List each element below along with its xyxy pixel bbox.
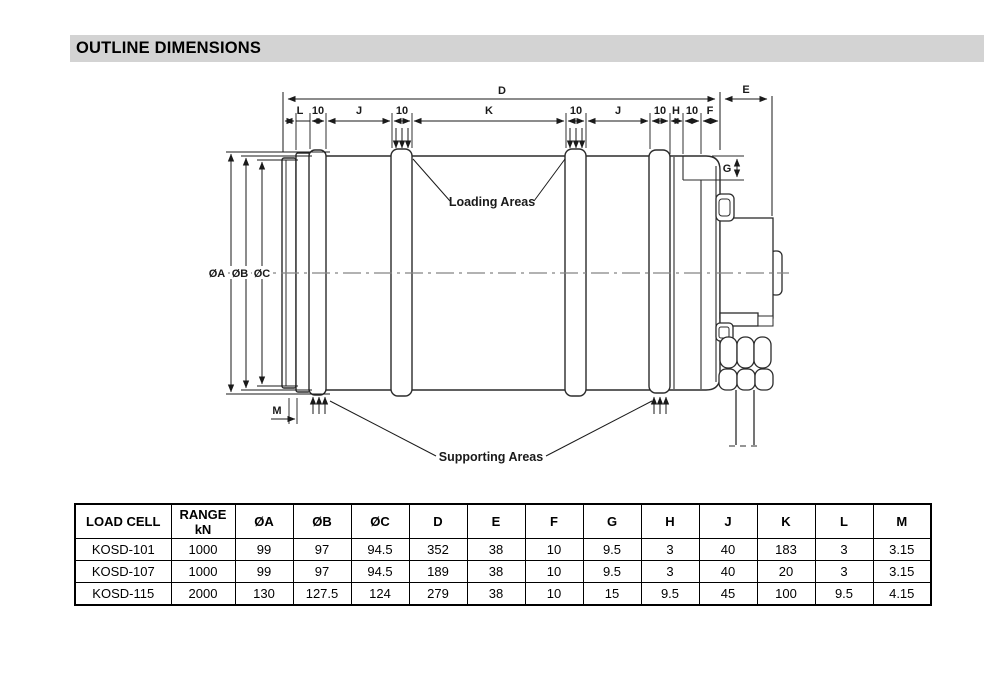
table-cell: KOSD-115 xyxy=(75,583,171,606)
table-cell: KOSD-107 xyxy=(75,561,171,583)
table-cell: 352 xyxy=(409,539,467,561)
table-cell: 38 xyxy=(467,539,525,561)
segment-label-10d: 10 xyxy=(653,105,667,117)
dia-label-b: ØB xyxy=(231,268,249,280)
segment-label-l: L xyxy=(296,105,304,117)
housing-box xyxy=(720,218,773,318)
table-cell: 1000 xyxy=(171,561,235,583)
table-cell: 38 xyxy=(467,561,525,583)
extension-lines xyxy=(296,113,701,154)
table-cell: 1000 xyxy=(171,539,235,561)
table-cell: 2000 xyxy=(171,583,235,606)
table-cell: 94.5 xyxy=(351,539,409,561)
table-header-cell: M xyxy=(873,504,931,539)
table-row xyxy=(75,539,931,561)
table-cell: 97 xyxy=(293,561,351,583)
table-header-cell: ØC xyxy=(351,504,409,539)
table-cell: 279 xyxy=(409,583,467,606)
cable-gland-nut-lower xyxy=(719,369,773,390)
table-header-cell: G xyxy=(583,504,641,539)
table-cell: 189 xyxy=(409,561,467,583)
table-header-cell: F xyxy=(525,504,583,539)
table-cell: 99 xyxy=(235,561,293,583)
table-cell: 38 xyxy=(467,583,525,606)
table-cell: 3 xyxy=(641,539,699,561)
table-cell: 3 xyxy=(815,539,873,561)
table-cell: 127.5 xyxy=(293,583,351,606)
dim-label-g: G xyxy=(722,163,732,175)
table-cell: 9.5 xyxy=(641,583,699,606)
table-cell: 3 xyxy=(815,561,873,583)
table-row xyxy=(75,583,931,606)
dim-label-e: E xyxy=(742,84,750,96)
dim-label-d: D xyxy=(498,85,506,97)
dia-label-a: ØA xyxy=(208,268,226,280)
table-header-cell: RANGE kN xyxy=(171,504,235,539)
loading-area-arrows xyxy=(396,128,582,148)
table-cell: 45 xyxy=(699,583,757,606)
dim-label-m: M xyxy=(272,405,282,417)
table-cell: 97 xyxy=(293,539,351,561)
table-cell: 100 xyxy=(757,583,815,606)
table-cell: 9.5 xyxy=(815,583,873,606)
table-cell: 40 xyxy=(699,561,757,583)
table-cell: 10 xyxy=(525,583,583,606)
table-cell: 124 xyxy=(351,583,409,606)
supporting-area-arrows xyxy=(313,397,666,414)
diameter-labels xyxy=(207,266,273,280)
table-cell: 10 xyxy=(525,561,583,583)
segment-label-j1: J xyxy=(355,105,363,117)
segment-label-10b: 10 xyxy=(395,105,409,117)
table-header-cell: E xyxy=(467,504,525,539)
table-cell: KOSD-101 xyxy=(75,539,171,561)
table-cell: 10 xyxy=(525,539,583,561)
table-row xyxy=(75,561,931,583)
table-cell: 99 xyxy=(235,539,293,561)
table-cell: 20 xyxy=(757,561,815,583)
segment-label-10e: 10 xyxy=(685,105,699,117)
table-cell: 40 xyxy=(699,539,757,561)
table-cell: 94.5 xyxy=(351,561,409,583)
table-header-cell: L xyxy=(815,504,873,539)
dia-label-c: ØC xyxy=(253,268,271,280)
table-body xyxy=(75,539,931,606)
cable-gland-nut-upper xyxy=(720,337,771,368)
segment-label-10a: 10 xyxy=(311,105,325,117)
table-header-cell: K xyxy=(757,504,815,539)
table-cell: 3 xyxy=(641,561,699,583)
supporting-areas-label: Supporting Areas xyxy=(438,450,544,464)
segment-label-k: K xyxy=(485,105,493,117)
support-ring-right xyxy=(649,150,670,393)
segment-label-j2: J xyxy=(614,105,622,117)
table-header-cell: D xyxy=(409,504,467,539)
table-header-cell: ØA xyxy=(235,504,293,539)
table-header-cell: LOAD CELL xyxy=(75,504,171,539)
segment-label-h: H xyxy=(672,105,680,117)
connector-housing xyxy=(716,194,782,446)
table-cell: 3.15 xyxy=(873,561,931,583)
segment-label-f: F xyxy=(706,105,714,117)
table-cell: 9.5 xyxy=(583,561,641,583)
section-title: OUTLINE DIMENSIONS xyxy=(76,39,262,57)
table-cell: 3.15 xyxy=(873,539,931,561)
table-header-row xyxy=(75,504,931,539)
table-cell: 183 xyxy=(757,539,815,561)
table-cell: 15 xyxy=(583,583,641,606)
table-cell: 130 xyxy=(235,583,293,606)
table-header-cell: J xyxy=(699,504,757,539)
table-header-cell: H xyxy=(641,504,699,539)
loading-areas-label: Loading Areas xyxy=(448,195,536,209)
table-cell: 4.15 xyxy=(873,583,931,606)
table-cell: 9.5 xyxy=(583,539,641,561)
table-header-cell: ØB xyxy=(293,504,351,539)
dimensions-table xyxy=(74,503,932,606)
cable xyxy=(729,390,761,446)
segment-label-10c: 10 xyxy=(569,105,583,117)
